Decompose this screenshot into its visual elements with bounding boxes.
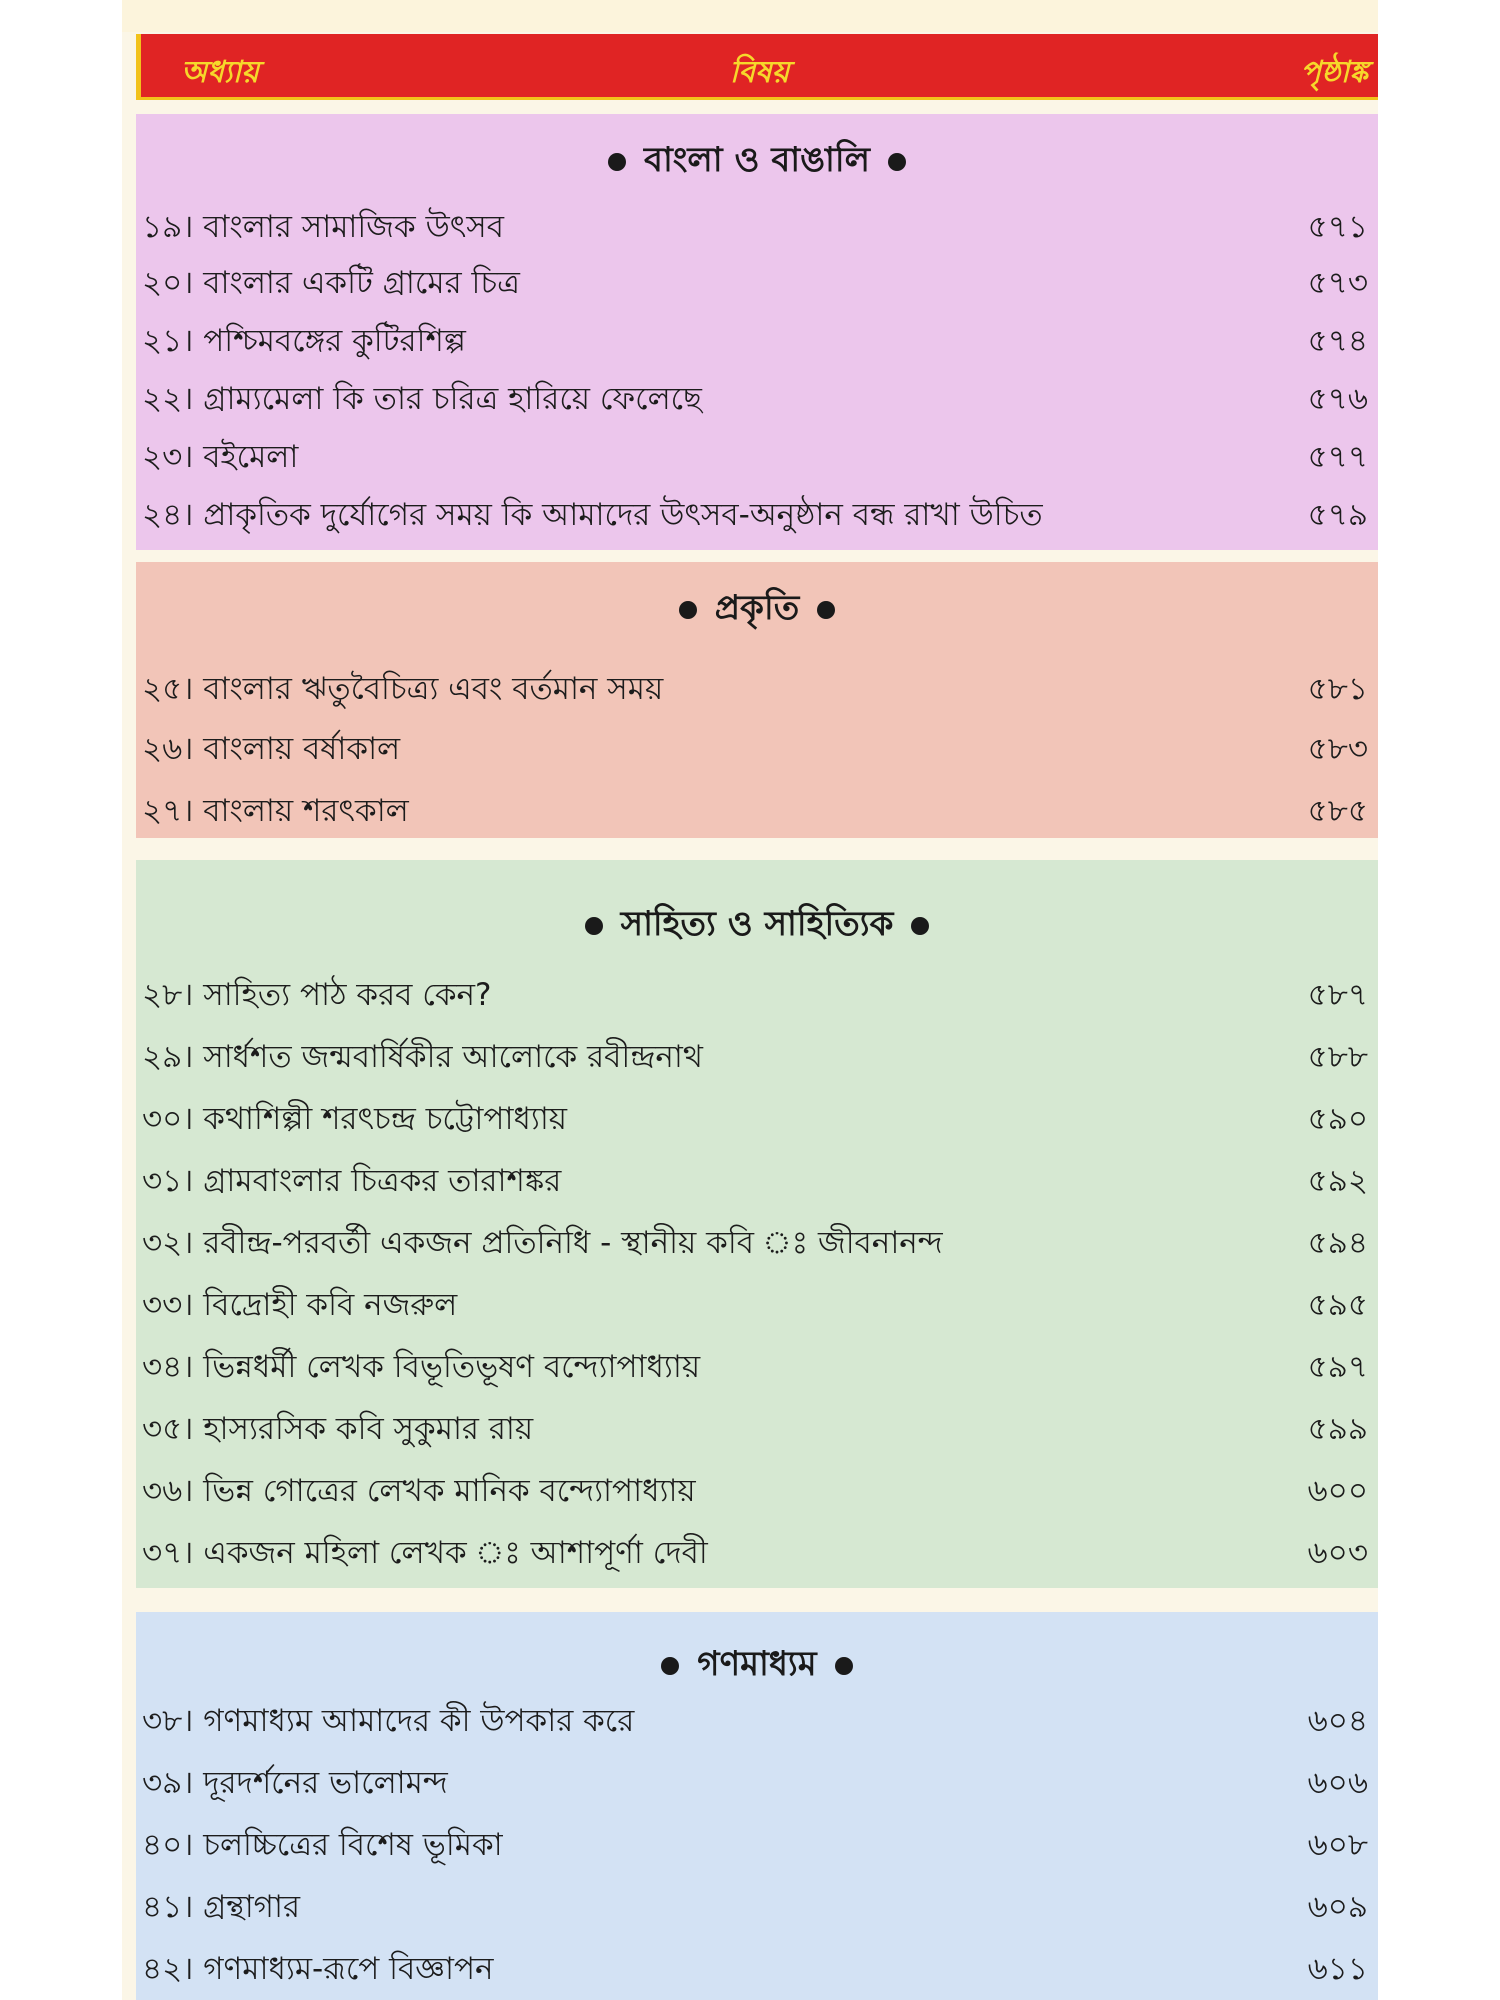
- bullet-icon: [585, 917, 603, 935]
- header-page: পৃষ্ঠাঙ্ক: [1300, 55, 1368, 90]
- entry-title: ৪২। গণমাধ্যম-রূপে বিজ্ঞাপন: [142, 1951, 494, 1987]
- entry-title: ৪০। চলচ্চিত্রের বিশেষ ভূমিকা: [142, 1827, 503, 1863]
- entry-title: ২৭। বাংলায় শরৎকাল: [142, 793, 409, 829]
- section-title: গণমাধ্যম: [136, 1638, 1378, 1695]
- section-title: প্রকৃতি: [136, 582, 1378, 639]
- entry-page: ৫৭৩: [1307, 265, 1368, 301]
- entry-title: ৩০। কথাশিল্পী শরৎচন্দ্র চট্টোপাধ্যায়: [142, 1101, 568, 1137]
- entry-page: ৬১১: [1307, 1951, 1368, 1987]
- list-item[interactable]: [136, 258, 1378, 308]
- section-bangla: [136, 114, 1378, 550]
- entry-page: ৫৭৪: [1307, 323, 1368, 359]
- list-item[interactable]: [136, 1032, 1378, 1082]
- list-item[interactable]: [136, 1758, 1378, 1808]
- header-subject: বিষয়: [729, 55, 790, 90]
- entry-page: ৫৯৪: [1307, 1225, 1368, 1261]
- list-item[interactable]: [136, 970, 1378, 1020]
- list-item[interactable]: [136, 1094, 1378, 1144]
- bullet-icon: [888, 153, 906, 171]
- list-item[interactable]: [136, 1528, 1378, 1578]
- entry-title: ৩৮। গণমাধ্যম আমাদের কী উপকার করে: [142, 1703, 635, 1739]
- list-item[interactable]: [136, 1218, 1378, 1268]
- entry-title: ৩৫। হাস্যরসিক কবি সুকুমার রায়: [142, 1411, 534, 1447]
- bullet-icon: [835, 1657, 853, 1675]
- entry-page: ৬০৮: [1307, 1827, 1368, 1863]
- list-item[interactable]: [136, 786, 1378, 836]
- entry-page: ৬০৩: [1307, 1535, 1368, 1571]
- list-item[interactable]: [136, 374, 1378, 424]
- entry-title: ৩২। রবীন্দ্র-পরবর্তী একজন প্রতিনিধি - স্থানীয় কবি ঃ জীবনানন্দ: [142, 1225, 943, 1261]
- entry-page: ৫৮৫: [1307, 793, 1368, 829]
- entry-title: ৩৪। ভিন্নধর্মী লেখক বিভূতিভূষণ বন্দ্যোপাধ্যায়: [142, 1349, 701, 1385]
- entry-title: ১৯। বাংলার সামাজিক উৎসব: [142, 209, 505, 245]
- entry-title: ২১। পশ্চিমবঙ্গের কুটিরশিল্প: [142, 323, 466, 359]
- entry-page: ৫৯২: [1307, 1163, 1368, 1199]
- entry-title: ২৯। সার্ধশত জন্মবার্ষিকীর আলোকে রবীন্দ্রনাথ: [142, 1039, 703, 1075]
- entry-title: ২৩। বইমেলা: [142, 439, 299, 475]
- entry-title: ৩৭। একজন মহিলা লেখক ঃ আশাপূর্ণা দেবী: [142, 1535, 708, 1571]
- bullet-icon: [911, 917, 929, 935]
- entry-page: ৫৯৯: [1307, 1411, 1368, 1447]
- entry-page: ৫৭১: [1307, 209, 1368, 245]
- list-item[interactable]: [136, 316, 1378, 366]
- section-title: বাংলা ও বাঙালি: [136, 134, 1378, 191]
- entry-title: ২৬। বাংলায় বর্ষাকাল: [142, 731, 401, 767]
- bullet-icon: [679, 601, 697, 619]
- entry-page: ৫৯০: [1307, 1101, 1368, 1137]
- list-item[interactable]: [136, 1944, 1378, 1994]
- entry-page: ৬০০: [1307, 1473, 1368, 1509]
- list-item[interactable]: [136, 664, 1378, 714]
- entry-title: ৩৯। দূরদর্শনের ভালোমন্দ: [142, 1765, 448, 1801]
- list-item[interactable]: [136, 1466, 1378, 1516]
- entry-title: ২০। বাংলার একটি গ্রামের চিত্র: [142, 265, 520, 301]
- entry-page: ৫৭৯: [1307, 497, 1368, 533]
- entry-page: ৫৮৩: [1307, 731, 1368, 767]
- list-item[interactable]: [136, 1696, 1378, 1746]
- entry-page: ৬০৪: [1307, 1703, 1368, 1739]
- entry-page: ৫৭৬: [1307, 381, 1368, 417]
- bullet-icon: [608, 153, 626, 171]
- list-item[interactable]: [136, 1280, 1378, 1330]
- list-item[interactable]: [136, 1820, 1378, 1870]
- table-header: [136, 34, 1378, 100]
- section-title: সাহিত্য ও সাহিত্যিক: [136, 898, 1378, 955]
- bullet-icon: [817, 601, 835, 619]
- contents-page: [122, 0, 1378, 2000]
- entry-title: ৪১। গ্রন্থাগার: [142, 1889, 301, 1925]
- entry-page: ৫৮৮: [1307, 1039, 1368, 1075]
- section-sahitya: [136, 860, 1378, 1588]
- entry-title: ২৪। প্রাকৃতিক দুর্যোগের সময় কি আমাদের উৎসব-অনুষ্ঠান বন্ধ রাখা উচিত: [142, 497, 1043, 533]
- entry-page: ৫৮১: [1307, 671, 1368, 707]
- entry-title: ২৫। বাংলার ঋতুবৈচিত্র্য এবং বর্তমান সময়: [142, 671, 664, 707]
- entry-title: ৩৩। বিদ্রোহী কবি নজরুল: [142, 1287, 458, 1323]
- entry-page: ৫৮৭: [1307, 977, 1368, 1013]
- entry-page: ৬০৯: [1307, 1889, 1368, 1925]
- list-item[interactable]: [136, 1342, 1378, 1392]
- list-item[interactable]: [136, 724, 1378, 774]
- entry-page: ৬০৬: [1307, 1765, 1368, 1801]
- list-item[interactable]: [136, 1156, 1378, 1206]
- entry-title: ২৮। সাহিত্য পাঠ করব কেন?: [142, 977, 492, 1013]
- header-chapter: অধ্যায়: [181, 55, 259, 90]
- bullet-icon: [661, 1657, 679, 1675]
- top-band: [122, 0, 1378, 32]
- list-item[interactable]: [136, 202, 1378, 252]
- list-item[interactable]: [136, 1404, 1378, 1454]
- entry-page: ৫৯৭: [1307, 1349, 1368, 1385]
- list-item[interactable]: [136, 490, 1378, 540]
- list-item[interactable]: [136, 432, 1378, 482]
- entry-page: ৫৭৭: [1307, 439, 1368, 475]
- entry-page: ৫৯৫: [1307, 1287, 1368, 1323]
- entry-title: ৩৬। ভিন্ন গোত্রের লেখক মানিক বন্দ্যোপাধ্যায়: [142, 1473, 696, 1509]
- entry-title: ২২। গ্রাম্যমেলা কি তার চরিত্র হারিয়ে ফেলেছে: [142, 381, 702, 417]
- entry-title: ৩১। গ্রামবাংলার চিত্রকর তারাশঙ্কর: [142, 1163, 562, 1199]
- section-ganamadhyam: [136, 1612, 1378, 2000]
- list-item[interactable]: [136, 1882, 1378, 1932]
- section-prakriti: [136, 562, 1378, 838]
